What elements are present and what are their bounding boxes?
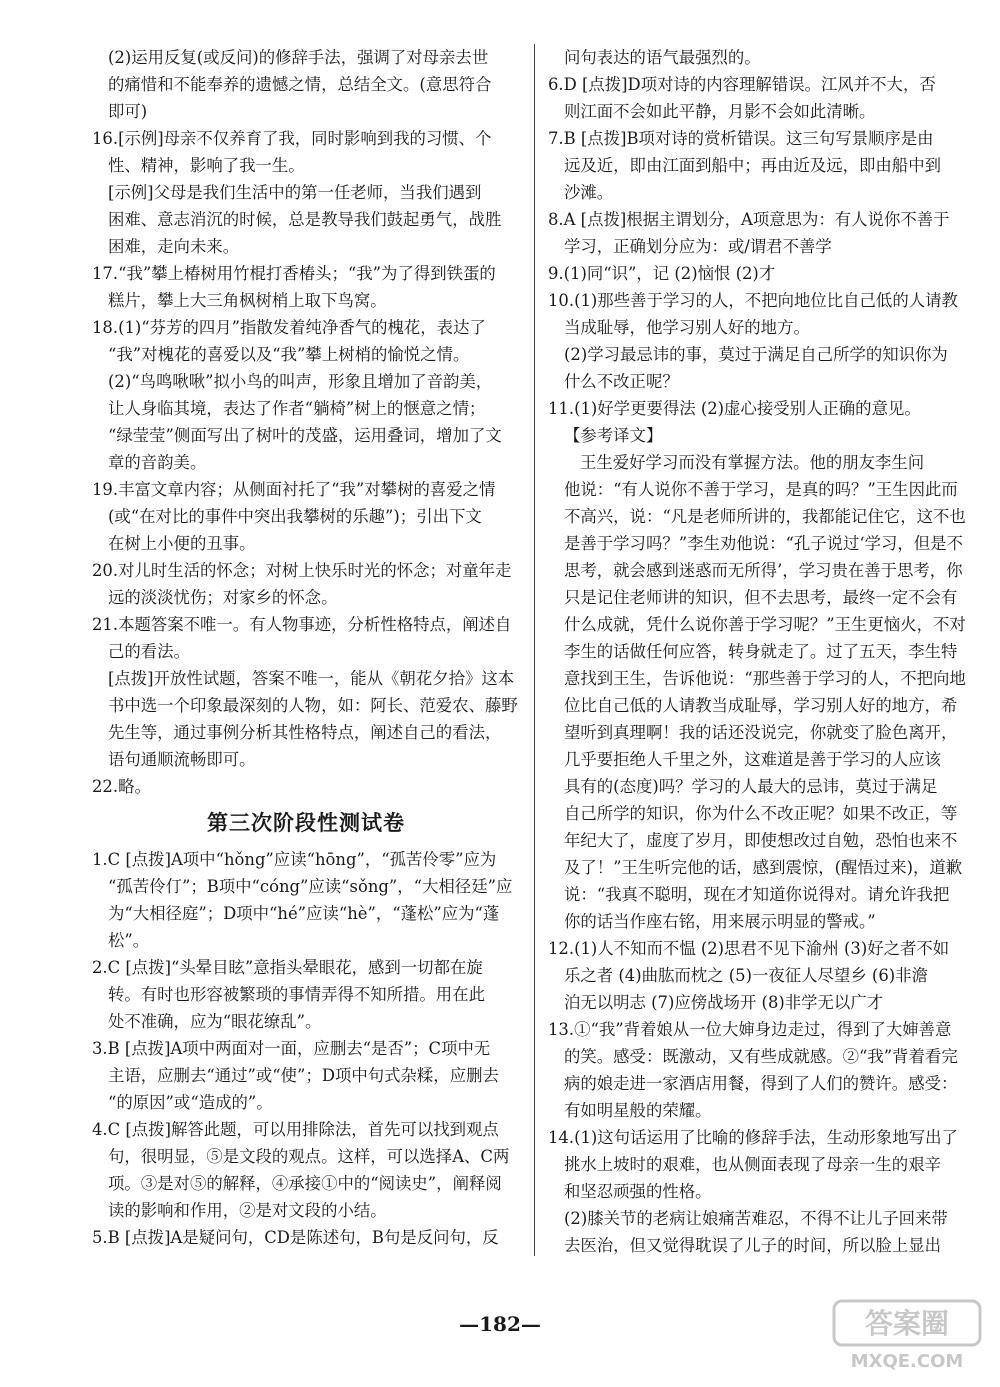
text-line: 说：“我真不聪明，现在才知道你说得对。请允许我把 (564, 885, 950, 904)
text-line: 具有的(态度)吗？学习的人最大的忌讳，莫过于满足 (564, 777, 938, 796)
text-line: 远及近，即由江面到船中；再由近及远，即由船中到 (564, 156, 941, 175)
text-line: 读的影响和作用，②是对文段的小结。 (108, 1201, 387, 1220)
text-line: 几乎要拒绝人千里之外，这难道是善于学习的人应该 (564, 750, 941, 769)
text-line: 转。有时也形容被繁琐的事情弄得不知所措。用在此 (108, 985, 485, 1004)
text-line: 意找到王生，告诉他说：“那些善于学习的人，不把向地 (564, 669, 966, 688)
text-line: 的痛惜和不能奉养的遗憾之情，总结全文。(意思符合 (108, 75, 492, 94)
text-line: [点拨]开放性试题，答案不唯一，能从《朝花夕拾》这本 (108, 669, 515, 688)
text-line: 不高兴，说：“凡是老师所讲的，我都能记住它，这不也 (564, 507, 966, 526)
text-line: 17.“我”攀上椿树用竹棍打香椿头；“我”为了得到铁蛋的 (92, 264, 496, 283)
text-line: 章的音韵美。 (108, 453, 207, 472)
text-line: (2)学习最忌讳的事，莫过于满足自己所学的知识你为 (564, 345, 948, 364)
text-line: 在树上小便的丑事。 (108, 534, 256, 553)
text-line: 和坚忍顽强的性格。 (564, 1182, 712, 1201)
text-line: 13.①“我”背着娘从一位大婶身边走过，得到了大婶善意 (548, 1020, 952, 1039)
text-line: 沙滩。 (564, 183, 614, 202)
text-line: 你的话当作座右铭，用来展示明显的警戒。” (564, 912, 876, 931)
text-line: 8.A [点拨]根据主谓划分，A项意思为：有人说你不善于 (548, 210, 950, 229)
text-line: 是善于学习吗？”李生劝他说：“孔子说过‘学习，但是不 (564, 534, 963, 553)
text-line: “孤苦伶仃”；B项中“cóng”应读“sǒng”，“大相径廷”应 (108, 877, 513, 896)
text-line: 16.[示例]母亲不仅养育了我，同时影响到我的习惯、个 (92, 129, 492, 148)
text-line: 思考，就会感到迷惑而无所得’，学习贵在善于思考，你 (564, 561, 963, 580)
text-line: 书中选一个印象最深刻的人物，如：阿长、范爱农、藤野 (108, 696, 518, 715)
text-line: 10.(1)那些善于学习的人，不把向地位比自己低的人请教 (548, 291, 958, 310)
text-line: 9.(1)同“识”，记 (2)恼恨 (2)才 (548, 264, 776, 283)
text-line: (2)“鸟鸣啾啾”拟小鸟的叫声，形象且增加了音韵美， (108, 372, 493, 391)
text-line: 20.对儿时生活的怀念；对树上快乐时光的怀念；对童年走 (92, 561, 512, 580)
text-line: 的笑。感受：既激动，又有些成就感。②“我”背着看完 (564, 1047, 958, 1066)
text-line: 21.本题答案不唯一。有人物事迹，分析性格特点，阐述自 (92, 615, 512, 634)
right-column (548, 44, 992, 1259)
text-line: 18.(1)“芬芳的四月”指散发着纯净香气的槐花，表达了 (92, 318, 486, 337)
text-line: 4.C [点拨]解答此题，可以用排除法，首先可以找到观点 (92, 1120, 499, 1139)
section-heading: 第三次阶段性测试卷 (207, 811, 405, 835)
text-line: 挑水上坡时的艰难，也从侧面表现了母亲一生的艰辛 (564, 1155, 941, 1174)
watermark-title: 答案圈 (864, 1307, 950, 1340)
text-line: 什么成就，凭什么说你善于学习呢？”王生更恼火，不对 (564, 615, 966, 634)
text-line: 糕片，攀上大三角枫树梢上取下鸟窝。 (108, 291, 387, 310)
text-line: 什么不改正呢？ (564, 372, 679, 391)
text-line: 处不准确，应为“眼花缭乱”。 (108, 1012, 322, 1031)
text-line: “绿莹莹”侧面写出了树叶的茂盛，运用叠词，增加了文 (108, 426, 502, 445)
text-line: 语句通顺流畅即可。 (108, 750, 256, 769)
text-line: (2)膝关节的老病让娘痛苦难忍，不得不让儿子回来带 (564, 1209, 948, 1228)
text-line: 11.(1)好学更要得法 (2)虚心接受别人正确的意见。 (548, 399, 921, 418)
text-line: (或“在对比的事件中突出我攀树的乐趣”)；引出下文 (108, 507, 482, 526)
text-line: 困难，走向未来。 (108, 237, 240, 256)
text-line: 王生爱好学习而没有掌握方法。他的朋友李生问 (580, 453, 925, 472)
text-line: 他说：“有人说你不善于学习，是真的吗？”王生因此而 (564, 480, 958, 499)
text-line: 5.B [点拨]A是疑问句，CD是陈述句，B句是反问句，反 (92, 1228, 499, 1247)
text-line: 3.B [点拨]A项中两面对一面，应删去“是否”；C项中无 (92, 1039, 491, 1058)
text-line: (2)运用反复(或反问)的修辞手法，强调了对母亲去世 (108, 48, 489, 67)
text-line: 项。③是对⑤的解释，④承接①中的“阅读史”，阐释阅 (108, 1174, 502, 1193)
text-line: 14.(1)这句话运用了比喻的修辞手法，生动形象地写出了 (548, 1128, 958, 1147)
watermark-url: MXQE.COM (850, 1351, 964, 1372)
text-line: 12.(1)人不知而不愠 (2)思君不见下渝州 (3)好之者不如 (548, 939, 950, 958)
text-line: 问句表达的语气最强烈的。 (564, 48, 761, 67)
text-line: 即可) (108, 102, 148, 121)
text-line: 己的看法。 (108, 642, 190, 661)
text-line: 远的淡淡忧伤；对家乡的怀念。 (108, 588, 338, 607)
text-line: 性、精神，影响了我一生。 (108, 156, 305, 175)
text-line: 乐之者 (4)曲肱而枕之 (5)一夜征人尽望乡 (6)非澹 (564, 966, 928, 985)
left-column (92, 44, 520, 1251)
text-line: 学习，正确划分应为：或/谓君不善学 (564, 237, 832, 256)
text-line: 位比自己低的人请教当成耻辱，学习别人好的地方，希 (564, 696, 958, 715)
text-line: 及了！”王生听完他的话，感到震惊，(醒悟过来)，道歉 (564, 858, 963, 877)
text-line: 自己所学的知识，你为什么不改正呢？如果不改正，等 (564, 804, 958, 823)
text-line: 2.C [点拨]“头晕目眩”意指头晕眼花，感到一切都在旋 (92, 958, 483, 977)
text-line: 当成耻辱，他学习别人好的地方。 (564, 318, 810, 337)
text-line: [示例]父母是我们生活中的第一任老师，当我们遇到 (108, 183, 482, 202)
text-line: 望听到真理啊！我的话还没说完，你就变了脸色离开， (564, 723, 958, 742)
text-line: 只是记住老师讲的知识，但不去思考，最终一定不会有 (564, 588, 958, 607)
text-line: 泊无以明志 (7)应傍战场开 (8)非学无以广才 (564, 993, 884, 1012)
text-line: 困难、意志消沉的时候，总是教导我们鼓起勇气，战胜 (108, 210, 502, 229)
text-line: 有如明星般的荣耀。 (564, 1101, 712, 1120)
text-line: 7.B [点拨]B项对诗的赏析错误。这三句写景顺序是由 (548, 129, 934, 148)
text-line: 病的娘走进一家酒店用餐，得到了人们的赞许。感受： (564, 1074, 958, 1093)
text-line: 去医治，但又觉得耽误了儿子的时间，所以脸上显出 (564, 1236, 941, 1255)
text-line: “的原因”或“造成的”。 (108, 1093, 273, 1112)
text-line: 为“大相径庭”；D项中“hé”应读“hè”，“蓬松”应为“蓬 (108, 904, 500, 923)
text-line: 22.略。 (92, 777, 151, 796)
text-line: “我”对槐花的喜爱以及“我”攀上树梢的愉悦之情。 (108, 345, 470, 364)
column-divider (534, 44, 535, 1256)
text-line: 先生等，通过事例分析其性格特点，阐述自己的看法， (108, 723, 502, 742)
text-line: 年纪大了，虚度了岁月，即使想改过自勉，恐怕也来不 (564, 831, 958, 850)
page-number: —182— (459, 1312, 541, 1336)
text-line: 主语，应删去“通过”或“使”；D项中句式杂糅，应删去 (108, 1066, 499, 1085)
text-line: 【参考译文】 (564, 426, 663, 445)
text-line: 句，很明显，⑤是文段的观点。这样，可以选择A、C两 (108, 1147, 510, 1166)
watermark-logo (832, 1299, 982, 1373)
text-line: 李生的话做任何应答，转身就走了。过了五天，李生特 (564, 642, 958, 661)
text-line: 让人身临其境，表达了作者“躺椅”树上的惬意之情； (108, 399, 486, 418)
text-line: 6.D [点拨]D项对诗的内容理解错误。江风并不大，否 (548, 75, 936, 94)
text-line: 19.丰富文章内容；从侧面衬托了“我”对攀树的喜爱之情 (92, 480, 496, 499)
text-line: 松”。 (108, 931, 150, 950)
text-line: 1.C [点拨]A项中“hǒng”应读“hōng”，“孤苦伶零”应为 (92, 850, 497, 869)
text-line: 则江面不会如此平静，月影不会如此清晰。 (564, 102, 876, 121)
